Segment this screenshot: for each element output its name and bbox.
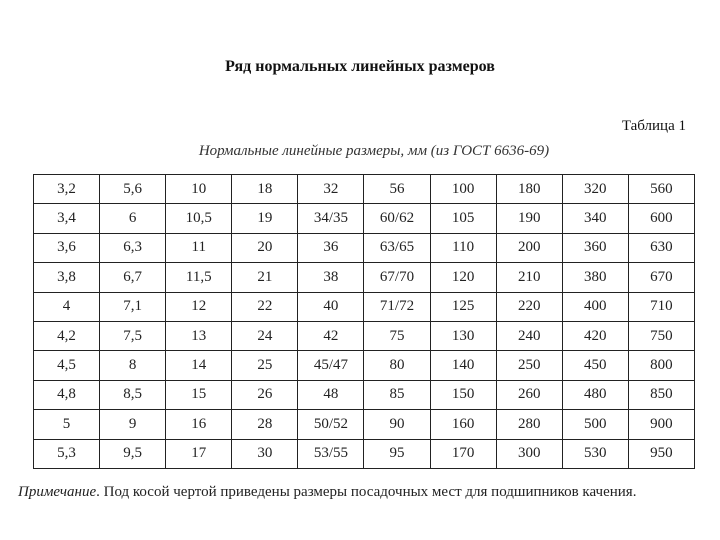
table-cell: 10,5 — [166, 204, 232, 233]
table-cell: 4,2 — [34, 321, 100, 350]
table-cell: 5,6 — [100, 175, 166, 204]
table-cell: 7,5 — [100, 321, 166, 350]
table-cell: 75 — [364, 321, 430, 350]
table-cell: 110 — [430, 233, 496, 262]
table-cell: 60/62 — [364, 204, 430, 233]
table-row — [34, 263, 695, 292]
table-cell: 16 — [166, 410, 232, 439]
table-cell: 10 — [166, 175, 232, 204]
table-cell: 180 — [496, 175, 562, 204]
table-cell: 900 — [628, 410, 694, 439]
table-cell: 170 — [430, 439, 496, 468]
table-cell: 50/52 — [298, 410, 364, 439]
table-cell: 3,6 — [34, 233, 100, 262]
table-cell: 53/55 — [298, 439, 364, 468]
table-cell: 950 — [628, 439, 694, 468]
table-cell: 12 — [166, 292, 232, 321]
table-cell: 42 — [298, 321, 364, 350]
table-cell: 160 — [430, 410, 496, 439]
table-cell: 95 — [364, 439, 430, 468]
table-cell: 8,5 — [100, 380, 166, 409]
table-cell: 11 — [166, 233, 232, 262]
table-cell: 800 — [628, 351, 694, 380]
table-cell: 11,5 — [166, 263, 232, 292]
table-cell: 48 — [298, 380, 364, 409]
table-cell: 9,5 — [100, 439, 166, 468]
table-cell: 4 — [34, 292, 100, 321]
table-cell: 140 — [430, 351, 496, 380]
table-cell: 13 — [166, 321, 232, 350]
table-cell: 7,1 — [100, 292, 166, 321]
note-label: Примечание — [18, 484, 97, 500]
table-cell: 38 — [298, 263, 364, 292]
table-cell: 5 — [34, 410, 100, 439]
table-cell: 400 — [562, 292, 628, 321]
table-cell: 56 — [364, 175, 430, 204]
table-row — [34, 292, 695, 321]
table-cell: 190 — [496, 204, 562, 233]
table-cell: 3,2 — [34, 175, 100, 204]
table-cell: 80 — [364, 351, 430, 380]
table-cell: 200 — [496, 233, 562, 262]
table-cell: 280 — [496, 410, 562, 439]
table-row — [34, 380, 695, 409]
table-cell: 670 — [628, 263, 694, 292]
table-cell: 32 — [298, 175, 364, 204]
table-cell: 20 — [232, 233, 298, 262]
table-cell: 300 — [496, 439, 562, 468]
table-row — [34, 439, 695, 468]
table-cell: 14 — [166, 351, 232, 380]
sizes-table-body — [34, 175, 695, 469]
table-cell: 560 — [628, 175, 694, 204]
table-cell: 3,8 — [34, 263, 100, 292]
table-cell: 450 — [562, 351, 628, 380]
table-cell: 260 — [496, 380, 562, 409]
table-cell: 25 — [232, 351, 298, 380]
table-cell: 530 — [562, 439, 628, 468]
table-cell: 120 — [430, 263, 496, 292]
sizes-table — [33, 174, 695, 469]
table-cell: 360 — [562, 233, 628, 262]
table-cell: 17 — [166, 439, 232, 468]
table-cell: 30 — [232, 439, 298, 468]
table-cell: 4,8 — [34, 380, 100, 409]
table-cell: 500 — [562, 410, 628, 439]
table-cell: 380 — [562, 263, 628, 292]
table-cell: 220 — [496, 292, 562, 321]
table-cell: 34/35 — [298, 204, 364, 233]
table-cell: 340 — [562, 204, 628, 233]
table-row — [34, 351, 695, 380]
table-cell: 710 — [628, 292, 694, 321]
table-cell: 71/72 — [364, 292, 430, 321]
table-cell: 18 — [232, 175, 298, 204]
table-number: Таблица 1 — [621, 118, 686, 134]
document-title: Ряд нормальных линейных размеров — [225, 58, 495, 75]
table-cell: 210 — [496, 263, 562, 292]
table-cell: 26 — [232, 380, 298, 409]
table-cell: 36 — [298, 233, 364, 262]
table-cell: 6,7 — [100, 263, 166, 292]
table-cell: 420 — [562, 321, 628, 350]
table-cell: 8 — [100, 351, 166, 380]
table-cell: 750 — [628, 321, 694, 350]
table-cell: 4,5 — [34, 351, 100, 380]
table-cell: 240 — [496, 321, 562, 350]
note-text: . Под косой чертой приведены размеры посадочных мест для подшипников качения. — [96, 484, 637, 500]
table-cell: 5,3 — [34, 439, 100, 468]
table-cell: 63/65 — [364, 233, 430, 262]
table-cell: 100 — [430, 175, 496, 204]
table-row — [34, 321, 695, 350]
table-cell: 28 — [232, 410, 298, 439]
table-caption: Нормальные линейные размеры, мм (из ГОСТ 6636-69) — [198, 143, 550, 159]
table-cell: 21 — [232, 263, 298, 292]
table-cell: 9 — [100, 410, 166, 439]
table-cell: 6,3 — [100, 233, 166, 262]
table-cell: 15 — [166, 380, 232, 409]
table-note — [18, 484, 636, 501]
table-cell: 24 — [232, 321, 298, 350]
table-cell: 85 — [364, 380, 430, 409]
table-cell: 630 — [628, 233, 694, 262]
table-cell: 850 — [628, 380, 694, 409]
table-cell: 6 — [100, 204, 166, 233]
table-row — [34, 204, 695, 233]
table-cell: 45/47 — [298, 351, 364, 380]
table-cell: 130 — [430, 321, 496, 350]
table-cell: 150 — [430, 380, 496, 409]
table-cell: 90 — [364, 410, 430, 439]
table-cell: 250 — [496, 351, 562, 380]
table-row — [34, 410, 695, 439]
table-cell: 40 — [298, 292, 364, 321]
table-row — [34, 233, 695, 262]
table-cell: 480 — [562, 380, 628, 409]
table-cell: 320 — [562, 175, 628, 204]
table-cell: 600 — [628, 204, 694, 233]
table-cell: 125 — [430, 292, 496, 321]
table-cell: 67/70 — [364, 263, 430, 292]
table-cell: 19 — [232, 204, 298, 233]
table-cell: 22 — [232, 292, 298, 321]
table-row — [34, 175, 695, 204]
table-cell: 3,4 — [34, 204, 100, 233]
table-cell: 105 — [430, 204, 496, 233]
